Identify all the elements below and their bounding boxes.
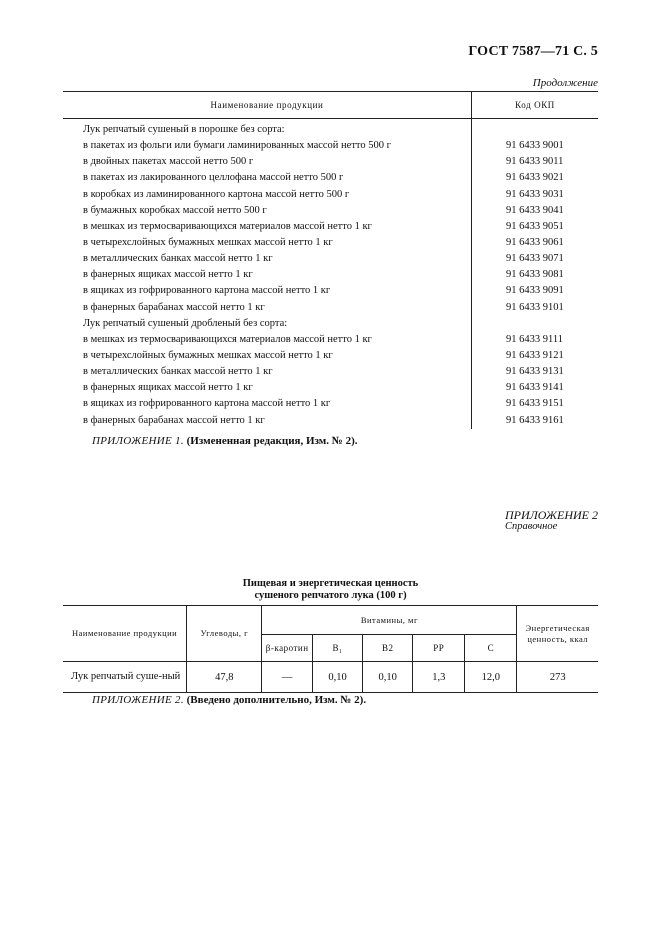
product-name-cell: в фанерных барабанах массой нетто 1 кг (63, 300, 472, 316)
product-name-cell: в коробках из ламинированного картона массой нетто 500 г (63, 187, 472, 203)
okp-code-cell: 91 6433 9051 (506, 220, 564, 232)
product-name-cell: в ящиках из гофрированного картона массой нетто 1 кг (63, 283, 472, 299)
product-name-cell: в мешках из термосваривающихся материалов массой нетто 1 кг (63, 332, 472, 348)
product-code-table (63, 91, 598, 429)
table-row (63, 251, 598, 267)
table-row (63, 219, 598, 235)
header-vitamin-b2: B2 (363, 635, 413, 662)
product-name-cell: в четырехслойных бумажных мешках массой нетто 1 кг (63, 348, 472, 364)
okp-code-cell: 91 6433 9041 (506, 204, 564, 216)
table-row (63, 348, 598, 364)
table-row (63, 235, 598, 251)
header-energy: Энергетическая ценность, ккал (517, 606, 598, 662)
cell-carbohydrates: 47,8 (187, 662, 262, 693)
okp-code-cell: 91 6433 9141 (506, 382, 564, 394)
table-row (63, 662, 598, 693)
product-name-cell: в фанерных ящиках массой нетто 1 кг (63, 380, 472, 396)
table-row (63, 138, 598, 154)
okp-code-cell (472, 119, 599, 139)
okp-code-cell: 91 6433 9031 (506, 188, 564, 200)
okp-code-cell: 91 6433 9021 (506, 172, 564, 184)
okp-code-cell: 91 6433 9061 (506, 237, 564, 249)
continued-label: Продолжение (532, 77, 598, 89)
okp-code-cell: 91 6433 9001 (506, 140, 564, 152)
product-name-cell: Лук репчатый сушеный в порошке без сорта: (63, 119, 472, 139)
cell-product-name: Лук репчатый суше-ный (63, 662, 187, 693)
column-header-product-name: Наименование продукции (63, 92, 472, 119)
product-name-cell: Лук репчатый сушеный дробленый без сорта: (63, 316, 472, 332)
table-row (63, 300, 598, 316)
header-carbohydrates: Углеводы, г (187, 606, 262, 662)
standard-reference: ГОСТ 7587—71 С. 5 (468, 44, 598, 59)
table-row (63, 267, 598, 283)
nutrition-caption-line1: Пищевая и энергетическая ценность (242, 578, 419, 589)
okp-code-cell: 91 6433 9151 (506, 398, 564, 410)
okp-code-cell: 91 6433 9091 (506, 285, 564, 297)
cell-beta-carotene: — (262, 662, 313, 693)
table-row (63, 283, 598, 299)
nutrition-caption-line2: сушеного репчатого лука (100 г) (254, 590, 407, 601)
appendix1-note-text: (Измененная редакция, Изм. № 2). (186, 435, 358, 447)
cell-energy: 273 (517, 662, 598, 693)
product-name-cell: в двойных пакетах массой нетто 500 г (63, 154, 472, 170)
product-name-cell: в мешках из термосваривающихся материалов массой нетто 1 кг (63, 219, 472, 235)
okp-code-cell: 91 6433 9101 (506, 301, 564, 313)
product-code-table-body (63, 119, 598, 429)
okp-code-cell: 91 6433 9011 (506, 156, 564, 168)
product-name-cell: в фанерных барабанах массой нетто 1 кг (63, 413, 472, 429)
nutrition-table-caption (63, 578, 598, 602)
table-row (63, 203, 598, 219)
table-row (63, 332, 598, 348)
header-vitamin-c: C (465, 635, 517, 662)
okp-code-cell: 91 6433 9121 (506, 350, 564, 362)
table-row (63, 187, 598, 203)
okp-code-cell (472, 316, 599, 332)
table-row (63, 154, 598, 170)
table-row (63, 316, 598, 332)
table-row (63, 380, 598, 396)
header-vitamin-b1: B₁ (312, 635, 362, 662)
header-vitamin-pp: PP (413, 635, 465, 662)
okp-code-cell: 91 6433 9111 (506, 333, 563, 345)
column-header-okp-code: Код ОКП (472, 92, 599, 119)
cell-vitamin-c: 12,0 (465, 662, 517, 693)
product-name-cell: в пакетах из лакированного целлофана массой нетто 500 г (63, 170, 472, 186)
table-row (63, 413, 598, 429)
okp-code-cell: 91 6433 9161 (506, 414, 564, 426)
appendix2-subtitle: Справочное (505, 521, 558, 532)
appendix2-note (92, 694, 366, 706)
product-name-cell: в ящиках из гофрированного картона массой нетто 1 кг (63, 396, 472, 412)
table-row (63, 119, 598, 139)
okp-code-cell: 91 6433 9081 (506, 269, 564, 281)
appendix2-note-text: (Введено дополнительно, Изм. № 2). (186, 694, 367, 706)
product-name-cell: в бумажных коробках массой нетто 500 г (63, 203, 472, 219)
product-name-cell: в четырехслойных бумажных мешках массой нетто 1 кг (63, 235, 472, 251)
cell-vitamin-pp: 1,3 (413, 662, 465, 693)
appendix2-note-label: ПРИЛОЖЕНИЕ 2. (92, 694, 184, 706)
product-name-cell: в пакетах из фольги или бумаги ламинированных массой нетто 500 г (63, 138, 472, 154)
table-row (63, 396, 598, 412)
header-vitamins: Витамины, мг (262, 606, 517, 635)
header-product-name: Наименование продукции (63, 606, 187, 662)
product-name-cell: в фанерных ящиках массой нетто 1 кг (63, 267, 472, 283)
okp-code-cell: 91 6433 9071 (506, 253, 564, 265)
header-beta-carotene: β-каротин (262, 635, 313, 662)
product-name-cell: в металлических банках массой нетто 1 кг (63, 364, 472, 380)
appendix2-title: ПРИЛОЖЕНИЕ 2 (505, 508, 598, 522)
nutrition-table (63, 605, 598, 693)
cell-vitamin-b2: 0,10 (363, 662, 413, 693)
table-row (63, 170, 598, 186)
appendix1-note (92, 435, 358, 447)
cell-vitamin-b1: 0,10 (312, 662, 362, 693)
okp-code-cell: 91 6433 9131 (506, 366, 564, 378)
product-name-cell: в металлических банках массой нетто 1 кг (63, 251, 472, 267)
appendix2-heading (505, 509, 598, 533)
appendix1-note-label: ПРИЛОЖЕНИЕ 1. (92, 435, 184, 447)
table-row (63, 364, 598, 380)
